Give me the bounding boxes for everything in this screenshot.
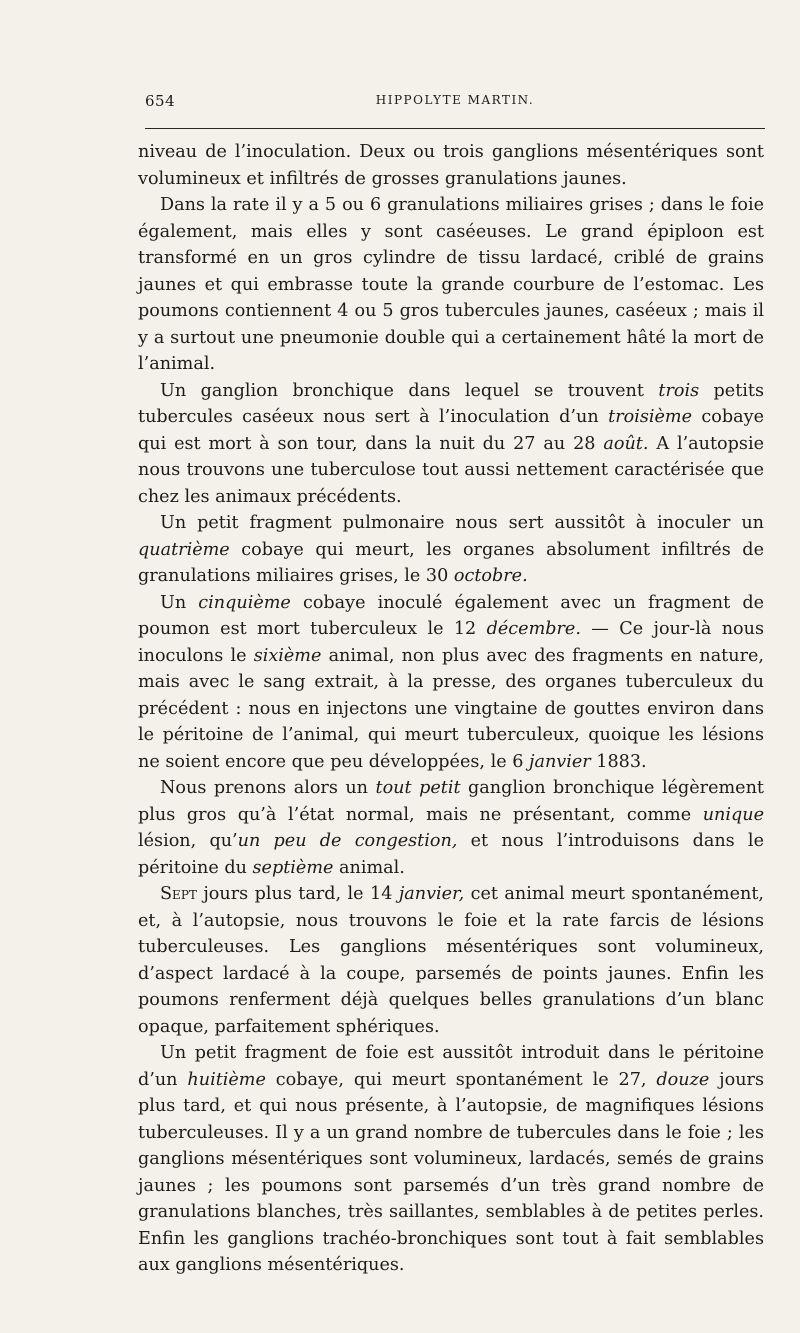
paragraph: niveau de l’inoculation. Deux ou trois ganglions mésentériques sont volumineux et infiltrés de grosses granulations jaunes. bbox=[138, 142, 764, 189]
page-number: 654 bbox=[145, 92, 176, 110]
paragraph: Nous prenons alors un tout petit ganglion bronchique légèrement plus gros qu’à l’état normal, mais ne présentant, comme unique lésion, qu’un peu de congestion, et nous l’introduisons dans le péritoine du septième animal. bbox=[138, 778, 764, 878]
paragraph: Dans la rate il y a 5 ou 6 granulations miliaires grises ; dans le foie également, mais elles y sont caséeuses. Le grand épiploon est transformé en un gros cylindre de tissu lardacé, criblé de grains jaunes et qui embrasse toute la grande courbure de l’estomac. Les poumons contiennent 4 ou 5 gros tubercules jaunes, caséeux ; mais il y a surtout une pneumonie double qui a certainement hâté la mort de l’animal. bbox=[138, 195, 764, 374]
paragraph: Sept jours plus tard, le 14 janvier, cet animal meurt spontanément, et, à l’autopsie, nous trouvons le foie et la rate farcis de lésions tuberculeuses. Les ganglions mésentériques sont volumineux, d’aspect lardacé à la coupe, parsemés de points jaunes. Enfin les poumons renferment déjà quelques belles granulations d’un blanc opaque, parfaitement sphériques. bbox=[138, 884, 765, 1037]
paragraph: Un petit fragment pulmonaire nous sert aussitôt à inoculer un quatrième cobaye qui meurt, les organes absolument infiltrés de granulations miliaires grises, le 30 octobre. bbox=[138, 513, 764, 586]
header-rule bbox=[145, 128, 765, 129]
page-header bbox=[145, 92, 765, 114]
paragraph: Un ganglion bronchique dans lequel se trouvent trois petits tubercules caséeux nous sert à l’inoculation d’un troisième cobaye qui est mort à son tour, dans la nuit du 27 au 28 août. A l’autopsie nous trouvons une tuberculose tout aussi nettement caractérisée que chez les animaux précédents. bbox=[138, 380, 764, 507]
body-text bbox=[138, 139, 764, 1279]
running-title: HIPPOLYTE MARTIN. bbox=[375, 93, 535, 107]
paragraph: Un petit fragment de foie est aussitôt introduit dans le péritoine d’un huitième cobaye, qui meurt spontanément le 27, douze jours plus tard, et qui nous présente, à l’autopsie, de magnifiques lésions tuberculeuses. Il y a un grand nombre de tubercules dans le foie ; les ganglions mésentériques sont volumineux, lardacés, semés de grains jaunes ; les poumons sont parsemés d’un très grand nombre de granulations blanches, très saillantes, semblables à de petites perles. Enfin les ganglions trachéo-bronchiques sont tout à fait semblables aux ganglions mésentériques. bbox=[138, 1043, 764, 1275]
paragraph: Un cinquième cobaye inoculé également avec un fragment de poumon est mort tuberculeux le 12 décembre. — Ce jour-là nous inoculons le sixième animal, non plus avec des fragments en nature, mais avec le sang extrait, à la presse, des organes tuberculeux du précédent : nous en injectons une vingtaine de gouttes environ dans le péritoine de l’animal, qui meurt tuberculeux, quoique les lésions ne soient encore que peu développées, le 6 janvier 1883. bbox=[138, 592, 765, 772]
